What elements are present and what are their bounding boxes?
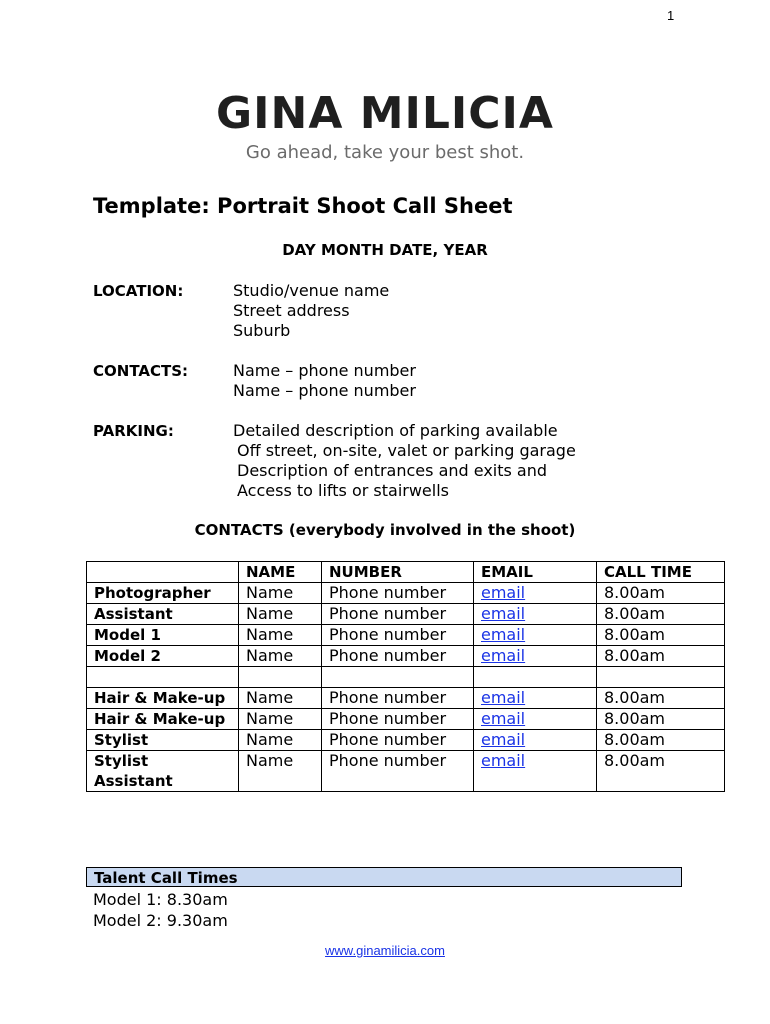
email-link[interactable]: email <box>481 583 526 602</box>
email-cell <box>474 625 597 646</box>
table-row <box>87 751 725 792</box>
number-cell: Phone number <box>322 709 474 730</box>
email-cell <box>474 709 597 730</box>
role-cell: Model 2 <box>87 646 239 667</box>
table-row-empty <box>87 667 725 688</box>
brand-name: GINA MILICIA <box>216 88 554 139</box>
call-time-cell: 8.00am <box>597 730 725 751</box>
email-cell <box>474 751 597 792</box>
header-name: NAME <box>239 562 322 583</box>
talent-item: Model 1: 8.30am <box>93 890 228 909</box>
email-cell <box>474 688 597 709</box>
location-line: Suburb <box>233 321 291 340</box>
name-cell: Name <box>239 751 322 792</box>
name-cell <box>239 667 322 688</box>
parking-line: Access to lifts or stairwells <box>237 481 449 500</box>
header-call-time: CALL TIME <box>597 562 725 583</box>
name-cell: Name <box>239 604 322 625</box>
name-cell: Name <box>239 730 322 751</box>
website-link[interactable]: www.ginamilicia.com <box>325 943 445 958</box>
document-title: Template: Portrait Shoot Call Sheet <box>93 194 513 218</box>
location-line: Studio/venue name <box>233 281 390 300</box>
parking-line: Detailed description of parking available <box>233 421 558 440</box>
role-cell: Model 1 <box>87 625 239 646</box>
number-cell: Phone number <box>322 625 474 646</box>
parking-line: Description of entrances and exits and <box>237 461 548 480</box>
table-row <box>87 625 725 646</box>
number-cell: Phone number <box>322 730 474 751</box>
contacts-line: Name – phone number <box>233 381 416 400</box>
page-number: 1 <box>667 8 675 23</box>
location-line: Street address <box>233 301 350 320</box>
call-time-cell: 8.00am <box>597 709 725 730</box>
email-link[interactable]: email <box>481 730 526 749</box>
talent-call-times-heading: Talent Call Times <box>86 867 682 887</box>
email-link[interactable]: email <box>481 688 526 707</box>
header-role <box>87 562 239 583</box>
email-link[interactable]: email <box>481 625 526 644</box>
number-cell <box>322 667 474 688</box>
parking-lines <box>233 421 576 501</box>
role-cell: Assistant <box>87 604 239 625</box>
email-link[interactable]: email <box>481 646 526 665</box>
table-row <box>87 604 725 625</box>
parking-line: Off street, on-site, valet or parking garage <box>237 441 576 460</box>
number-cell: Phone number <box>322 646 474 667</box>
email-link[interactable]: email <box>481 604 526 623</box>
name-cell: Name <box>239 688 322 709</box>
talent-item: Model 2: 9.30am <box>93 911 228 930</box>
contacts-table <box>86 561 725 792</box>
table-row <box>87 688 725 709</box>
table-row <box>87 583 725 604</box>
name-cell: Name <box>239 583 322 604</box>
call-time-cell <box>597 667 725 688</box>
email-link[interactable]: email <box>481 751 526 770</box>
table-header-row <box>87 562 725 583</box>
brand-logo <box>0 88 770 163</box>
number-cell: Phone number <box>322 604 474 625</box>
call-time-cell: 8.00am <box>597 583 725 604</box>
location-lines <box>233 281 389 341</box>
talent-call-times-list <box>93 889 228 931</box>
call-time-cell: 8.00am <box>597 688 725 709</box>
name-cell: Name <box>239 625 322 646</box>
email-link[interactable]: email <box>481 709 526 728</box>
name-cell: Name <box>239 709 322 730</box>
number-cell: Phone number <box>322 583 474 604</box>
header-number: NUMBER <box>322 562 474 583</box>
location-label: LOCATION: <box>93 282 184 300</box>
email-cell <box>474 667 597 688</box>
footer <box>0 943 770 958</box>
email-cell <box>474 646 597 667</box>
contacts-lines <box>233 361 416 401</box>
role-cell <box>87 667 239 688</box>
contacts-section-heading: CONTACTS (everybody involved in the shoot) <box>194 521 576 539</box>
call-time-cell: 8.00am <box>597 751 725 792</box>
brand-tagline: Go ahead, take your best shot. <box>245 142 525 163</box>
role-cell: Hair & Make-up <box>87 688 239 709</box>
name-cell: Name <box>239 646 322 667</box>
date-text: DAY MONTH DATE, YEAR <box>282 241 488 259</box>
role-cell: Stylist <box>87 730 239 751</box>
contacts-label: CONTACTS: <box>93 362 189 380</box>
call-time-cell: 8.00am <box>597 625 725 646</box>
parking-label: PARKING: <box>93 422 174 440</box>
email-cell <box>474 604 597 625</box>
role-cell: Hair & Make-up <box>87 709 239 730</box>
table-row <box>87 646 725 667</box>
header-email: EMAIL <box>474 562 597 583</box>
table-row <box>87 709 725 730</box>
number-cell: Phone number <box>322 688 474 709</box>
email-cell <box>474 583 597 604</box>
date-line <box>0 241 770 259</box>
role-cell: Photographer <box>87 583 239 604</box>
call-time-cell: 8.00am <box>597 646 725 667</box>
email-cell <box>474 730 597 751</box>
number-cell: Phone number <box>322 751 474 792</box>
role-cell: Stylist Assistant <box>87 751 239 792</box>
table-row <box>87 730 725 751</box>
call-time-cell: 8.00am <box>597 604 725 625</box>
contacts-line: Name – phone number <box>233 361 416 380</box>
